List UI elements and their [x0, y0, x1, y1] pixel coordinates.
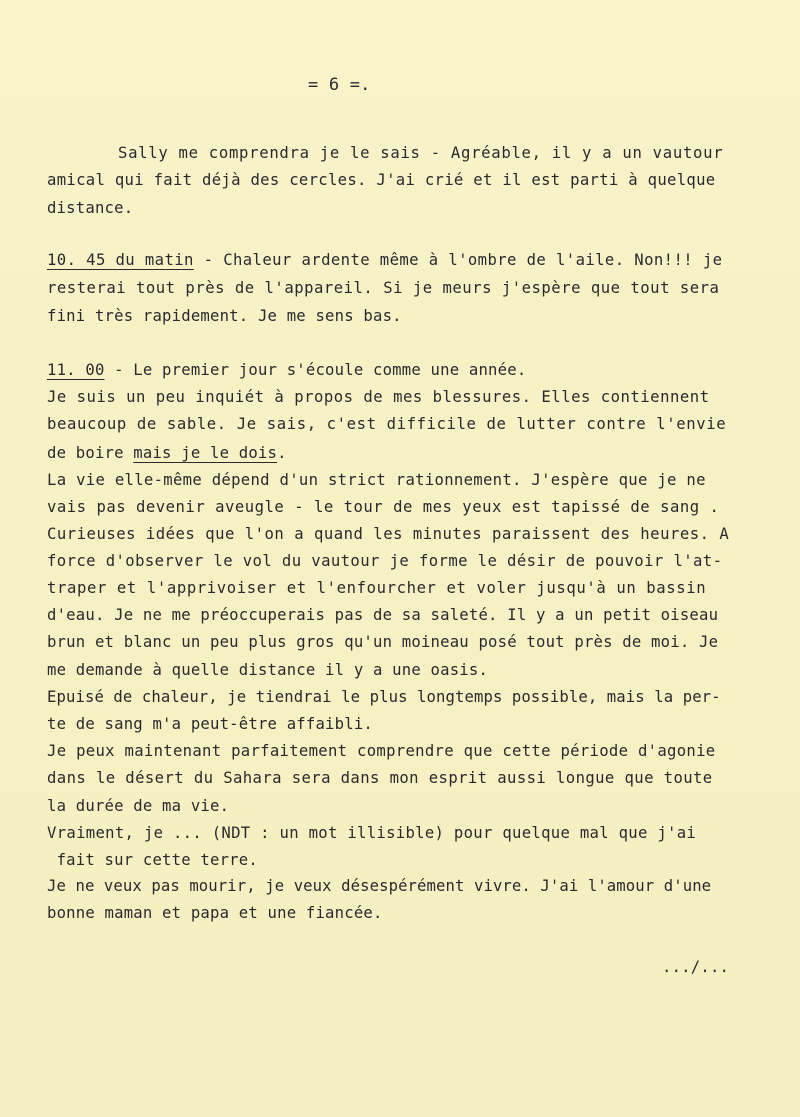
text-line-entry-1100	[47, 360, 526, 380]
text-line: Sally me comprendra je le sais - Agréable, il y a un vautour	[118, 144, 724, 162]
text-line-entry-1045	[47, 250, 722, 270]
text-line	[47, 443, 287, 463]
text-line: amical qui fait déjà des cercles. J'ai crié et il est parti à quelque	[47, 171, 716, 189]
text-fragment: de boire	[47, 444, 134, 462]
page-number: = 6 =.	[308, 75, 371, 95]
text-line: te de sang m'a peut-être affaibli.	[47, 715, 373, 733]
text-line: dans le désert du Sahara sera dans mon esprit aussi longue que toute	[47, 769, 713, 787]
text-line: traper et l'apprivoiser et l'enfourcher et voler jusqu'à un bassin	[47, 579, 707, 597]
text-line: d'eau. Je ne me préoccuperais pas de sa saleté. Il y a un petit oiseau	[47, 606, 719, 624]
text-line: beaucoup de sable. Je sais, c'est difficile de lutter contre l'envie	[47, 415, 727, 433]
text-line: force d'observer le vol du vautour je forme le désir de pouvoir l'at-	[47, 552, 723, 570]
text-line: La vie elle-même dépend d'un strict rationnement. J'espère que je ne	[47, 471, 706, 489]
timestamp-1100: 11. 00	[47, 361, 105, 379]
timestamp-1045: 10. 45 du matin	[47, 251, 194, 269]
text-line: Je peux maintenant parfaitement comprendre que cette période d'agonie	[47, 742, 716, 760]
text-line: vais pas devenir aveugle - le tour de mes yeux est tapissé de sang .	[47, 498, 720, 516]
text-line: brun et blanc un peu plus gros qu'un moineau posé tout près de moi. Je	[47, 633, 719, 651]
text-line: bonne maman et papa et une fiancée.	[47, 904, 383, 922]
text-line: distance.	[47, 199, 134, 217]
text-line: la durée de ma vie.	[47, 797, 230, 815]
text-line: fini très rapidement. Je me sens bas.	[47, 307, 402, 325]
text-fragment: .	[277, 444, 287, 462]
text-fragment: - Chaleur ardente même à l'ombre de l'aile. Non!!! je	[193, 251, 723, 269]
text-line: Epuisé de chaleur, je tiendrai le plus longtemps possible, mais la per-	[47, 688, 721, 706]
text-line: resterai tout près de l'appareil. Si je meurs j'espère que tout sera	[47, 279, 720, 297]
text-line: Vraiment, je ... (NDT : un mot illisible) pour quelque mal que j'ai	[47, 824, 697, 842]
text-line: me demande à quelle distance il y a une oasis.	[47, 661, 489, 679]
continuation-mark: .../...	[662, 958, 730, 976]
underlined-phrase: mais je le dois	[133, 444, 278, 462]
text-fragment: - Le premier jour s'écoule comme une année.	[104, 361, 527, 379]
text-line: Je suis un peu inquiét à propos de mes blessures. Elles contiennent	[47, 388, 710, 406]
text-line: Curieuses idées que l'on a quand les minutes paraissent des heures. A	[47, 525, 730, 543]
text-line: Je ne veux pas mourir, je veux désespérément vivre. J'ai l'amour d'une	[47, 877, 712, 895]
text-line: fait sur cette terre.	[47, 851, 258, 869]
